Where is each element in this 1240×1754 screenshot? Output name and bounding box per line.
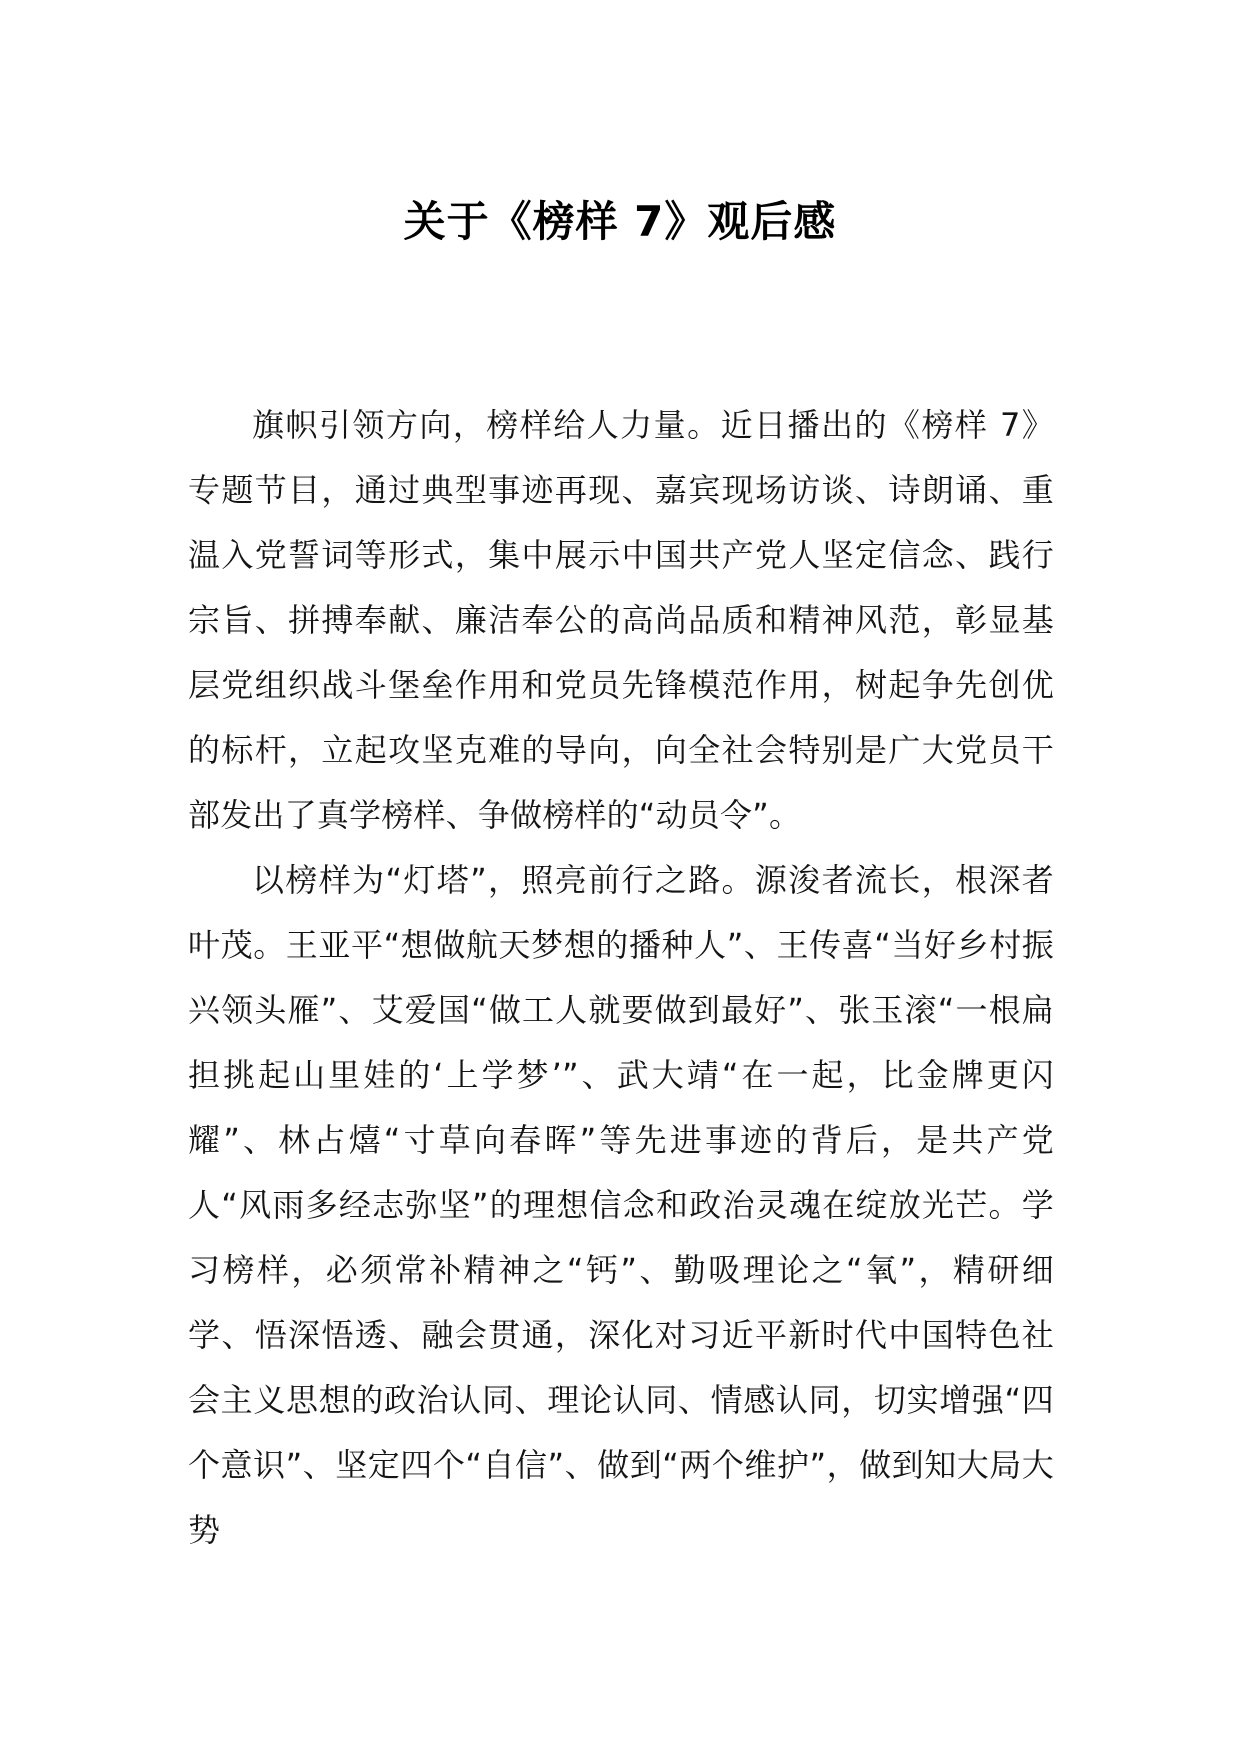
document-title: 关于《榜样 7》观后感 xyxy=(403,197,837,246)
paragraph-2: 以榜样为“灯塔”，照亮前行之路。源浚者流长，根深者叶茂。王亚平“想做航天梦想的播种人”、王传喜“当好乡村振兴领头雁”、艾爱国“做工人就要做到最好”、张玉滚“一根扁担挑起山里娃的‘上学梦’”、武大靖“在一起，比金牌更闪耀”、林占熺“寸草向春晖”等先进事迹的背后，是共产党人“风雨多经志弥坚”的理想信念和政治灵魂在绽放光芒。学习榜样，必须常补精神之“钙”、勤吸理论之“氧”，精研细学、悟深悟透、融会贯通，深化对习近平新时代中国特色社会主义思想的政治认同、理论认同、情感认同，切实增强“四个意识”、坚定四个“自信”、做到“两个维护”，做到知大局大势 xyxy=(188,861,1054,1549)
document-body xyxy=(188,393,1054,1563)
paragraph-1: 旗帜引领方向，榜样给人力量。近日播出的《榜样 7》专题节目，通过典型事迹再现、嘉宾现场访谈、诗朗诵、重温入党誓词等形式，集中展示中国共产党人坚定信念、践行宗旨、拼搏奉献、廉洁奉公的高尚品质和精神风范，彰显基层党组织战斗堡垒作用和党员先锋模范作用，树起争先创优的标杆，立起攻坚克难的导向，向全社会特别是广大党员干部发出了真学榜样、争做榜样的“动员令”。 xyxy=(188,406,1054,834)
